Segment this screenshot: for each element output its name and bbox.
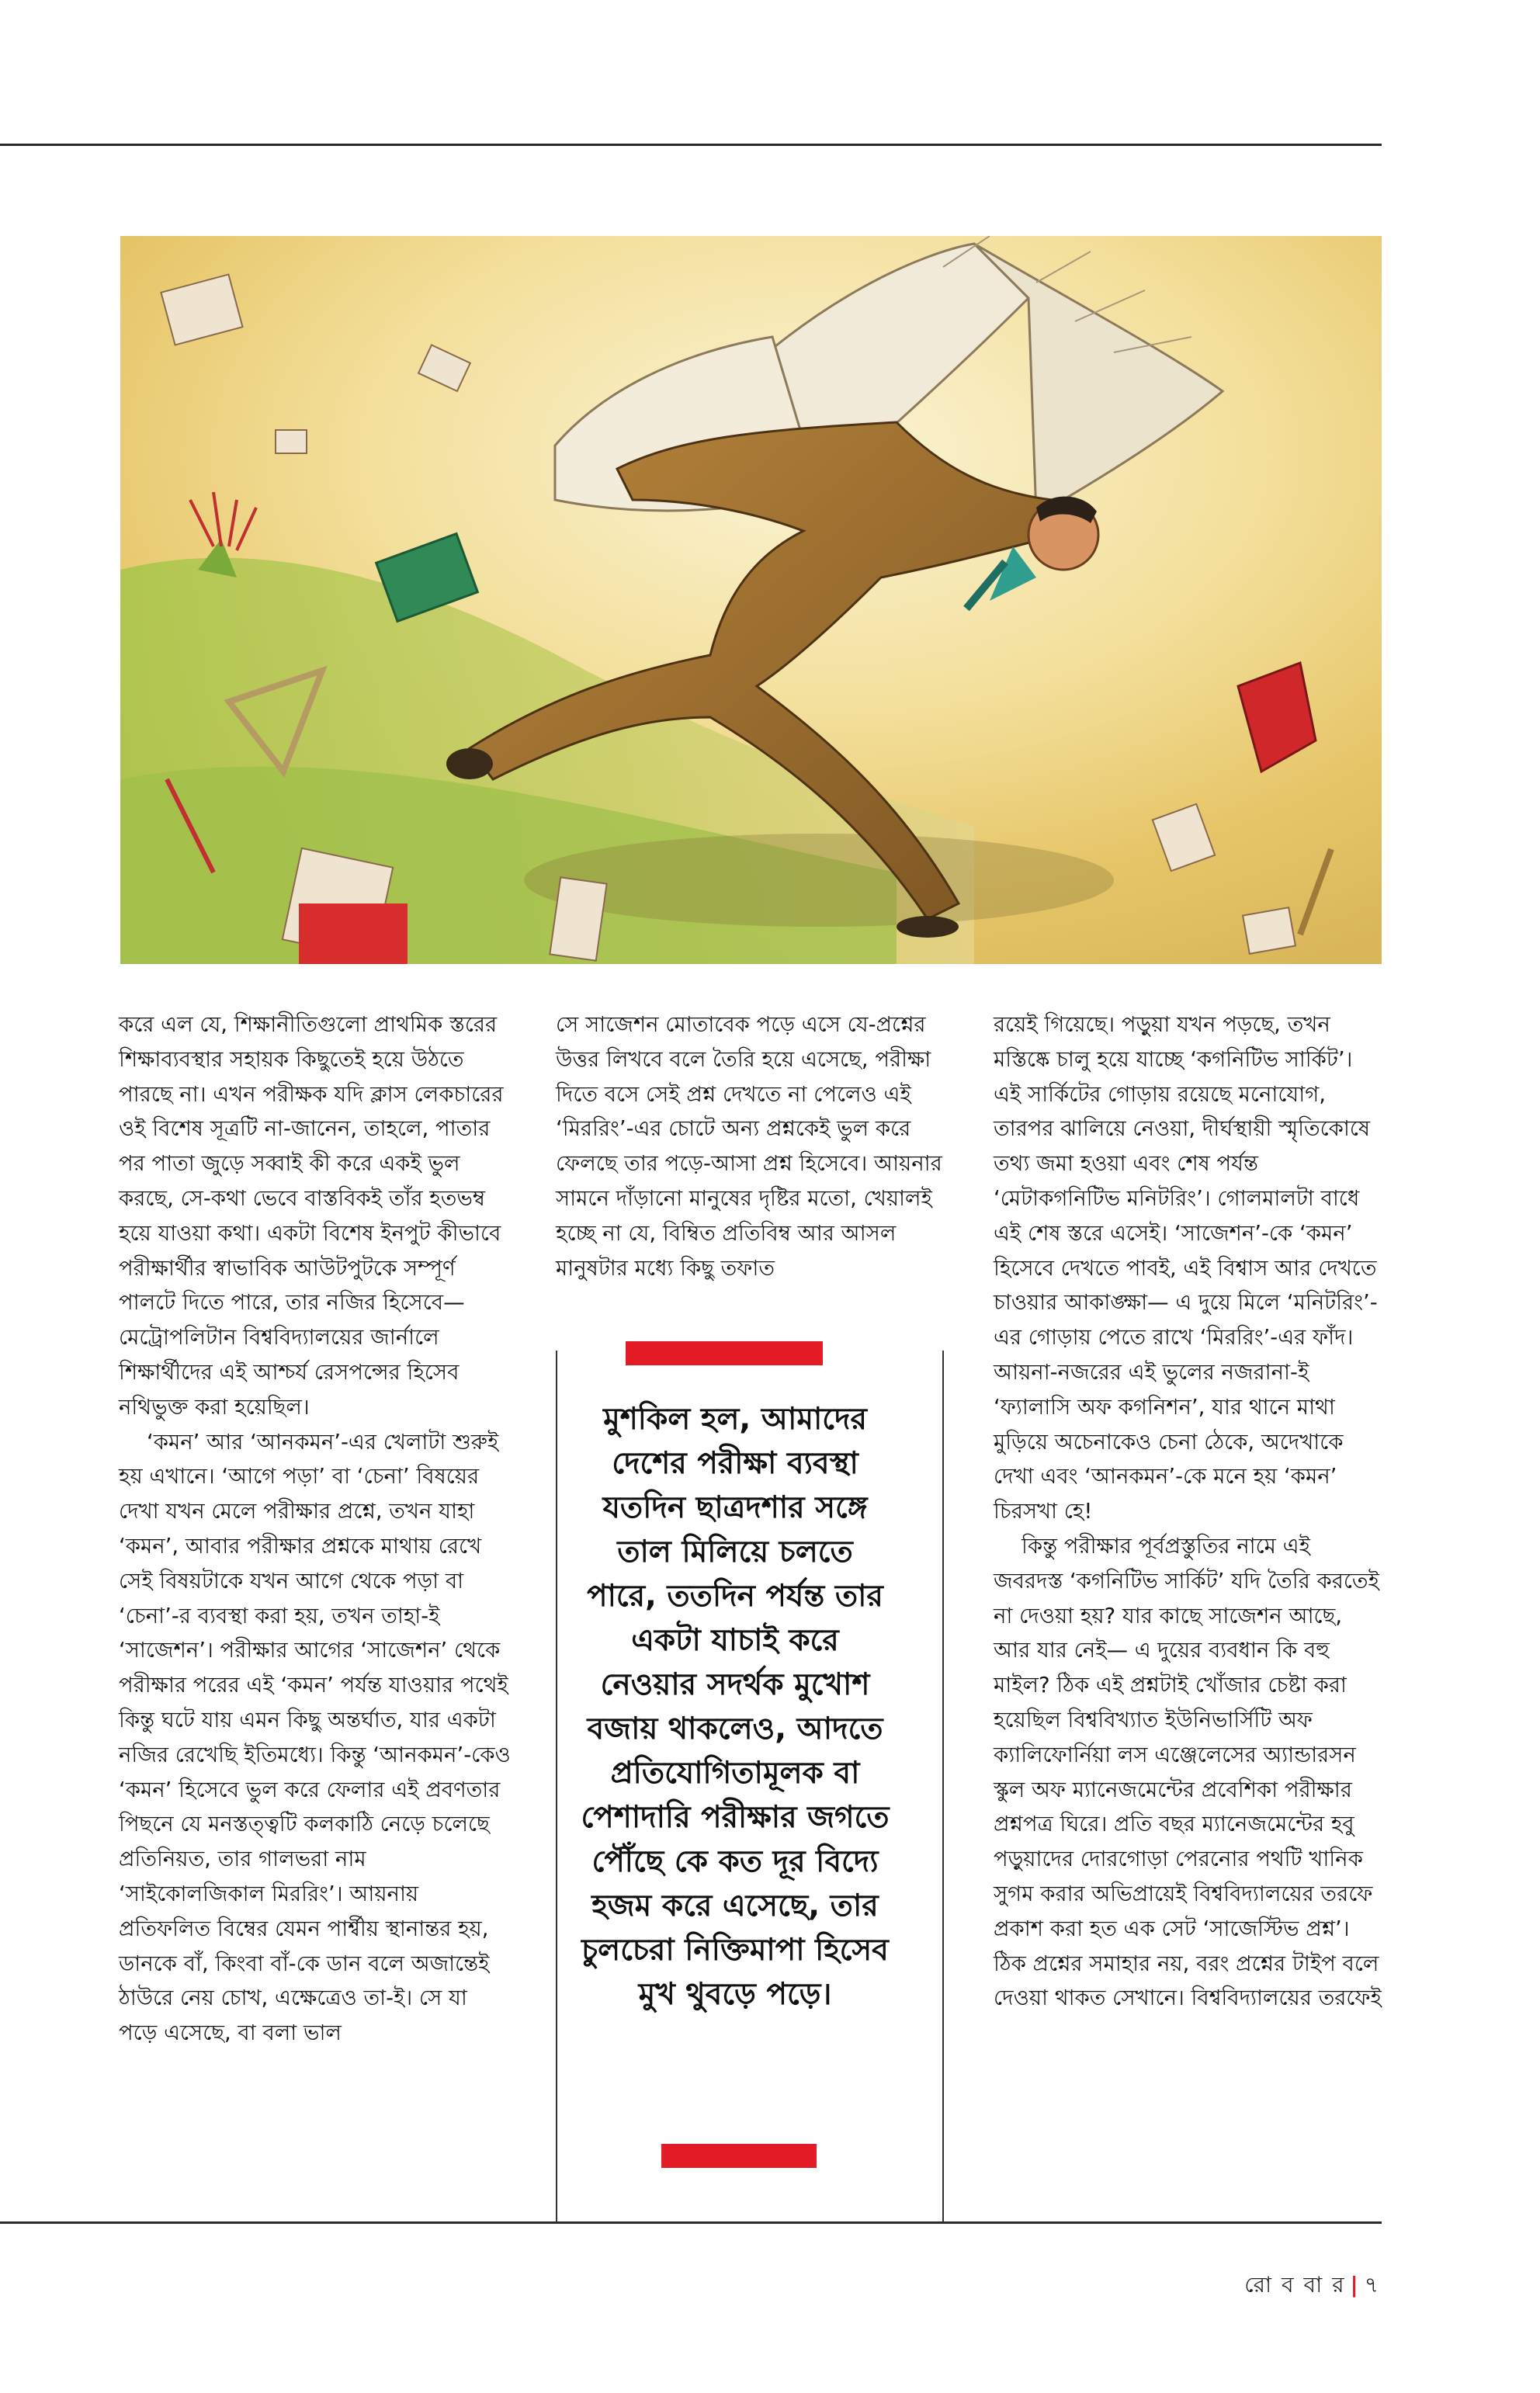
column-divider [556,1351,557,2221]
article-paragraph: করে এল যে, শিক্ষানীতিগুলো প্রাথমিক স্তরের শিক্ষাব্যবস্থার সহায়ক কিছুতেই হয়ে উঠতে পারছে না। এখন পরীক্ষক যদি ক্লাস লেকচারের ওই বিশেষ সূত্রটি না-জানেন, তাহলে, পাতার পর পাতা জুড়ে সব্বাই কী করে একই ভুল করছে, সে-কথা ভেবে বাস্তবিকই তাঁর হতভম্ব হয়ে যাওয়া কথা। একটা বিশেষ ইনপুট কীভাবে পরীক্ষার্থীর স্বাভাবিক আউটপুটকে সম্পূর্ণ পালটে দিতে পারে, তার নজির হিসেবে— মেট্রোপলিটান বিশ্ববিদ্যালয়ের জার্নালে শিক্ষার্থীদের এই আশ্চর্য রেসপন্সের হিসেব নথিভুক্ত করা হয়েছিল। [119,1012,504,1420]
pull-quote-bottom-bar [661,2144,817,2168]
flying-man-illustration [120,236,1382,964]
page-number: ৭ [1364,2272,1380,2298]
article-paragraph: সে সাজেশন মোতাবেক পড়ে এসে যে-প্রশ্নের উত্তর লিখবে বলে তৈরি হয়ে এসেছে, পরীক্ষা দিতে বসে সেই প্রশ্ন দেখতে না পেলেও এই ‘মিররিং’-এর চোটে অন্য প্রশ্নকেই ভুল করে ফেলছে তার পড়ে-আসা প্রশ্ন হিসেবে। আয়নার সামনে দাঁড়ানো মানুষের দৃষ্টির মতো, খেয়ালই হচ্ছে না যে, বিম্বিত প্রতিবিম্ব আর আসল মানুষটার মধ্যে কিছু তফাত [556,1012,942,1281]
article-paragraph: ‘কমন’ আর ‘আনকমন’-এর খেলাটা শুরুই হয় এখানে। ‘আগে পড়া’ বা ‘চেনা’ বিষয়ের দেখা যখন মেলে পরীক্ষার প্রশ্নে, তখন যাহা ‘কমন’, আবার পরীক্ষার প্রশ্নকে মাথায় রেখে সেই বিষয়টাকে যখন আগে থেকে পড়া বা ‘চেনা’-র ব্যবস্থা করা হয়, তখন তাহা-ই ‘সাজেশন’। পরীক্ষার আগের ‘সাজেশন’ থেকে পরীক্ষার পরের এই ‘কমন’ পর্যন্ত যাওয়ার পথেই কিন্তু ঘটে যায় এমন কিছু অন্তর্ঘাত, যার একটা নজির রেখেছি ইতিমধ্যে। কিন্তু ‘আনকমন’-কেও ‘কমন’ হিসেবে ভুল করে ফেলার এই প্রবণতার পিছনে যে মনস্তত্ত্বটি কলকাঠি নেড়ে চলেছে প্রতিনিয়ত, তার গালভরা নাম ‘সাইকোলজিকাল মিররিং’। আয়নায় প্রতিফলিত বিম্বের যেমন পার্শ্বীয় স্থানান্তর হয়, ডানকে বাঁ, কিংবা বাঁ-কে ডান বলে অজান্তেই ঠাউরে নেয় চোখ, এক্ষেত্রেও তা-ই। সে যা পড়ে এসেছে, বা বলা ভাল [119,1429,511,2046]
pull-quote-top-bar [626,1341,823,1365]
article-paragraph: রয়েই গিয়েছে। পড়ুয়া যখন পড়ছে, তখন মস্তিষ্কে চালু হয়ে যাচ্ছে ‘কগনিটিভ সার্কিট’। এই সার্কিটের গোড়ায় রয়েছে মনোযোগ, তারপর ঝালিয়ে নেওয়া, দীর্ঘস্থায়ী স্মৃতিকোষে তথ্য জমা হওয়া এবং শেষ পর্যন্ত ‘মেটাকগনিটিভ মনিটরিং’। গোলমালটা বাধে এই শেষ স্তরে এসেই। ‘সাজেশন’-কে ‘কমন’ হিসেবে দেখতে পাবই, এই বিশ্বাস আর দেখতে চাওয়ার আকাঙ্ক্ষা— এ দুয়ে মিলে ‘মনিটরিং’-এর গোড়ায় পেতে রাখে ‘মিররিং’-এর ফাঁদ। আয়না-নজরের এই ভুলের নজরানা-ই ‘ফ্যালাসি অফ কগনিশন’, যার থানে মাথা মুড়িয়ে অচেনাকেও চেনা ঠেকে, অদেখাকে দেখা এবং ‘আনকমন’-কে মনে হয় ‘কমন’ চিরসখা হে! [994,1012,1378,1524]
magazine-name: রো ব বা র [1244,2272,1346,2298]
article-column-2 [556,1007,944,1285]
bottom-rule [0,2221,1382,2224]
column-divider [942,1351,944,2221]
article-illustration [120,236,1382,964]
page-footer [1244,2268,1380,2305]
top-rule [0,144,1382,146]
article-column-3 [994,1007,1382,2016]
pull-quote: মুশকিল হল, আমাদের দেশের পরীক্ষা ব্যবস্থা যতদিন ছাত্রদশার সঙ্গে তাল মিলিয়ে চলতে পারে, ততদিন পর্যন্ত তার একটা যাচাই করে নেওয়ার সদর্থক মুখোশ বজায় থাকলেও, আদতে প্রতিযোগিতামূলক বা পেশাদারি পরীক্ষার জগতে পৌঁছে কে কত দূর বিদ্যে হজম করে এসেছে, তার চুলচেরা নিক্তিমাপা হিসেব মুখ থুবড়ে পড়ে। [581,1402,890,2012]
article-column-1 [119,1007,512,2051]
article-paragraph: কিন্তু পরীক্ষার পূর্বপ্রস্তুতির নামে এই জবরদস্ত ‘কগনিটিভ সার্কিট’ যদি তৈরি করতেই না দেওয়া হয়? যার কাছে সাজেশন আছে, আর যার নেই— এ দুয়ের ব্যবধান কি বহু মাইল? ঠিক এই প্রশ্নটাই খোঁজার চেষ্টা করা হয়েছিল বিশ্ববিখ্যাত ইউনিভার্সিটি অফ ক্যালিফোর্নিয়া লস এঞ্জেলেসের অ্যান্ডারসন স্কুল অফ ম্যানেজমেন্টের প্রবেশিকা পরীক্ষার প্রশ্নপত্র ঘিরে। প্রতি বছর ম্যানেজমেন্টের হবু পড়ুয়াদের দোরগোড়া পেরনোর পথটি খানিক সুগম করার অভিপ্রায়েই বিশ্ববিদ্যালয়ের তরফে প্রকাশ করা হত এক সেট ‘সাজেস্টিভ প্রশ্ন’। ঠিক প্রশ্নের সমাহার নয়, বরং প্রশ্নের টাইপ বলে দেওয়া থাকত সেখানে। বিশ্ববিদ্যালয়ের তরফেই [994,1533,1382,2011]
footer-separator: | [1350,2272,1360,2298]
